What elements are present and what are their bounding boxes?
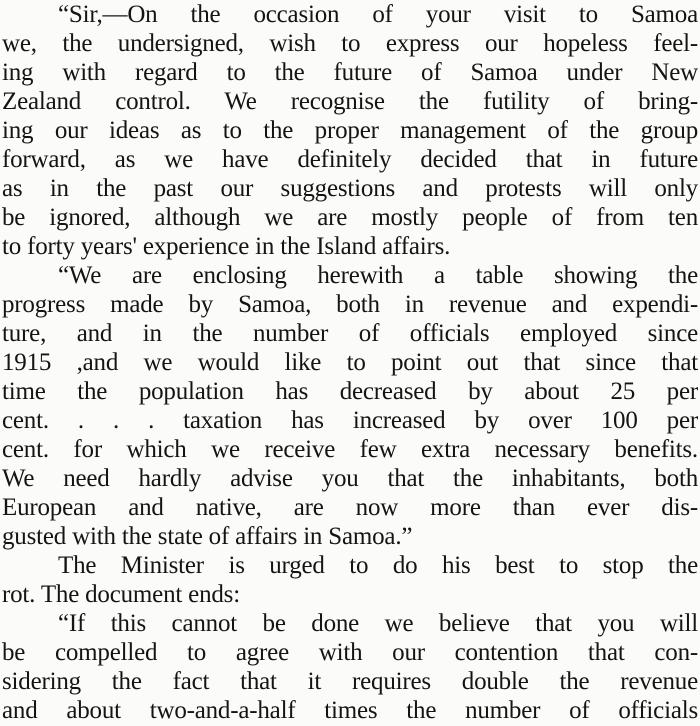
text-line: progress made by Samoa, both in revenue and expendi-	[2, 291, 698, 318]
text-line: and about two-and-a-half times the number of officials	[2, 697, 698, 724]
text-line: sidering the fact that it requires double the revenue	[2, 668, 698, 695]
text-line: 1915 ,and we would like to point out that since that	[2, 349, 698, 376]
text-line: “If this cannot be done we believe that you will	[58, 610, 698, 637]
text-line: cent. for which we receive few extra necessary benefits.	[2, 436, 698, 463]
text-line: forward, as we have definitely decided that in future	[2, 146, 698, 173]
text-line: Zealand control. We recognise the futility of bring-	[2, 88, 698, 115]
text-line: The Minister is urged to do his best to stop the	[58, 552, 698, 579]
text-line: rot. The document ends:	[2, 581, 240, 608]
text-line: time the population has decreased by about 25 per	[2, 378, 698, 405]
text-line: We need hardly advise you that the inhabitants, both	[2, 465, 698, 492]
text-line: we, the undersigned, wish to express our hopeless feel-	[2, 30, 698, 57]
text-line: gusted with the state of affairs in Samoa.”	[2, 523, 413, 550]
text-line: ture, and in the number of officials employed since	[2, 320, 698, 347]
text-line: ing with regard to the future of Samoa under New	[2, 59, 698, 86]
text-line: “We are enclosing herewith a table showing the	[58, 262, 698, 289]
text-line: “Sir,—On the occasion of your visit to Samoa	[58, 1, 698, 28]
text-line: as in the past our suggestions and protests will only	[2, 175, 698, 202]
text-line: cent. . . . taxation has increased by over 100 per	[2, 407, 698, 434]
text-line: European and native, are now more than ever dis-	[2, 494, 698, 521]
text-line: ing our ideas as to the proper management of the group	[2, 117, 698, 144]
text-line: to forty years' experience in the Island affairs.	[2, 233, 451, 260]
text-line: be ignored, although we are mostly people of from ten	[2, 204, 698, 231]
text-line: be compelled to agree with our contention that con-	[2, 639, 698, 666]
